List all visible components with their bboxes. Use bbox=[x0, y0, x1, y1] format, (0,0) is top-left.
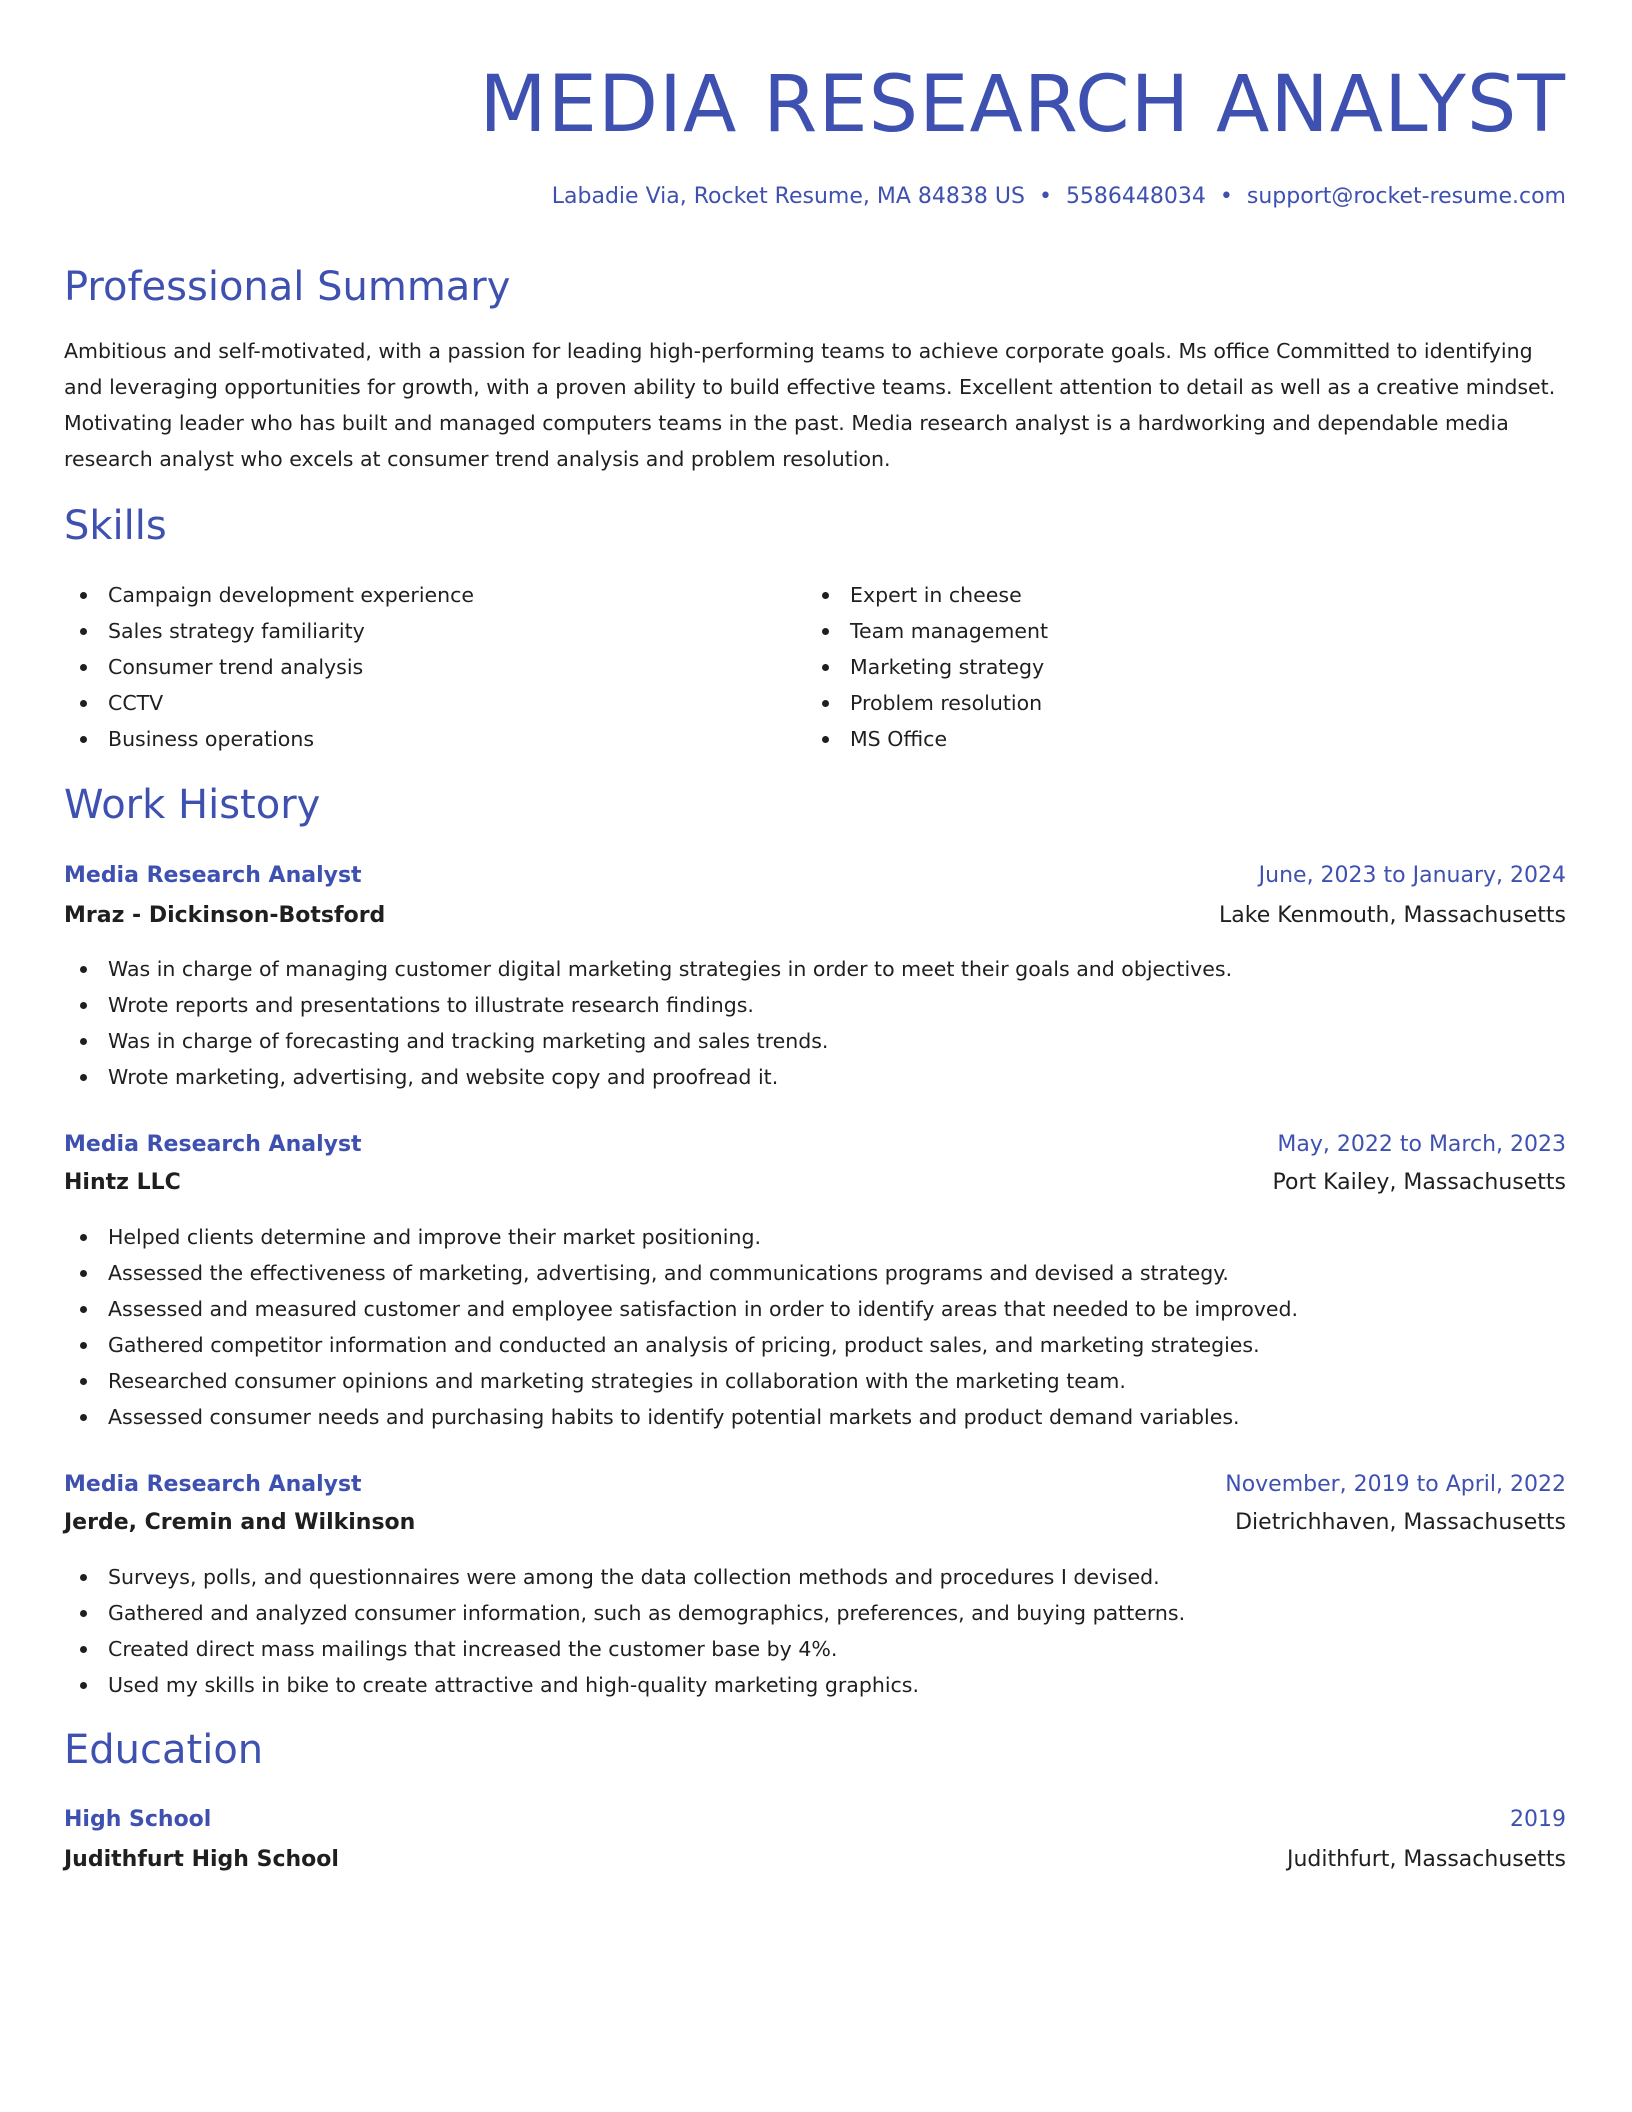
skills-heading: Skills bbox=[64, 503, 167, 549]
contact-separator: • bbox=[1038, 184, 1052, 209]
skills-column-left bbox=[64, 577, 474, 757]
job-bullet: Assessed and measured customer and employee satisfaction in order to identify areas that needed to be improved. bbox=[64, 1291, 1298, 1327]
job-bullet: Researched consumer opinions and marketing strategies in collaboration with the marketing team. bbox=[64, 1363, 1298, 1399]
skill-item: Team management bbox=[806, 613, 1048, 649]
work-history-heading: Work History bbox=[64, 782, 321, 828]
skill-item: Sales strategy familiarity bbox=[64, 613, 474, 649]
education-degree-row bbox=[64, 1801, 1566, 1839]
job-company-row bbox=[64, 1164, 1566, 1202]
skill-item: Campaign development experience bbox=[64, 577, 474, 613]
job-dates: May, 2022 to March, 2023 bbox=[1277, 1132, 1566, 1157]
summary-text: Ambitious and self-motivated, with a passion for leading high-performing teams to achieve corporate goals. Ms office Committed to identifying and leveraging opportunities for growth, with a proven ability to build effective teams. Excellent attention to detail as well as a creative mindset. Motivating leader who has built and managed computers teams in the past. Media research analyst is a hardworking and dependable media research analyst who excels at consumer trend analysis and problem resolution. bbox=[64, 339, 1556, 471]
job-location: Dietrichhaven, Massachusetts bbox=[1235, 1510, 1566, 1535]
job-bullet: Was in charge of forecasting and tracking marketing and sales trends. bbox=[64, 1023, 1232, 1059]
job-bullet: Created direct mass mailings that increased the customer base by 4%. bbox=[64, 1631, 1185, 1667]
skill-item: MS Office bbox=[806, 721, 1048, 757]
job-dates: November, 2019 to April, 2022 bbox=[1225, 1472, 1566, 1497]
job-bullet: Helped clients determine and improve their market positioning. bbox=[64, 1219, 1298, 1255]
job-bullets bbox=[64, 1219, 1298, 1435]
job-bullet: Assessed consumer needs and purchasing habits to identify potential markets and product demand variables. bbox=[64, 1399, 1298, 1435]
contact-separator: • bbox=[1219, 184, 1233, 209]
job-title: Media Research Analyst bbox=[64, 863, 362, 888]
education-year: 2019 bbox=[1510, 1807, 1566, 1832]
job-title-row bbox=[64, 1466, 1566, 1504]
skill-item: Problem resolution bbox=[806, 685, 1048, 721]
job-title-row bbox=[64, 1126, 1566, 1164]
skill-item: CCTV bbox=[64, 685, 474, 721]
skills-column-right bbox=[806, 577, 1048, 757]
job-dates: June, 2023 to January, 2024 bbox=[1258, 863, 1566, 888]
job-title: Media Research Analyst bbox=[64, 1472, 362, 1497]
job-bullet: Used my skills in bike to create attractive and high-quality marketing graphics. bbox=[64, 1667, 1185, 1703]
education-degree: High School bbox=[64, 1807, 212, 1832]
job-bullet: Gathered and analyzed consumer information, such as demographics, preferences, and buying patterns. bbox=[64, 1595, 1185, 1631]
job-bullets bbox=[64, 951, 1232, 1095]
job-bullet: Surveys, polls, and questionnaires were among the data collection methods and procedures I devised. bbox=[64, 1559, 1185, 1595]
job-company-row bbox=[64, 897, 1566, 935]
job-bullet: Was in charge of managing customer digital marketing strategies in order to meet their goals and objectives. bbox=[64, 951, 1232, 987]
education-heading: Education bbox=[64, 1727, 264, 1773]
education-location: Judithfurt, Massachusetts bbox=[1287, 1847, 1566, 1872]
skill-item: Marketing strategy bbox=[806, 649, 1048, 685]
job-company: Jerde, Cremin and Wilkinson bbox=[64, 1510, 416, 1535]
job-company-row bbox=[64, 1504, 1566, 1542]
education-school: Judithfurt High School bbox=[64, 1847, 339, 1872]
contact-address: Labadie Via, Rocket Resume, MA 84838 US bbox=[551, 184, 1025, 209]
summary-heading: Professional Summary bbox=[64, 264, 511, 310]
skill-item: Consumer trend analysis bbox=[64, 649, 474, 685]
job-title: Media Research Analyst bbox=[64, 1132, 362, 1157]
job-bullet: Gathered competitor information and conducted an analysis of pricing, product sales, and marketing strategies. bbox=[64, 1327, 1298, 1363]
resume-name-title: MEDIA RESEARCH ANALYST bbox=[479, 60, 1566, 150]
job-location: Port Kailey, Massachusetts bbox=[1272, 1170, 1566, 1195]
contact-phone: 5586448034 bbox=[1065, 184, 1206, 209]
job-location: Lake Kenmouth, Massachusetts bbox=[1219, 903, 1566, 928]
job-bullet: Wrote reports and presentations to illustrate research findings. bbox=[64, 987, 1232, 1023]
job-company: Mraz - Dickinson-Botsford bbox=[64, 903, 386, 928]
job-company: Hintz LLC bbox=[64, 1170, 181, 1195]
education-school-row bbox=[64, 1841, 1566, 1879]
job-bullet: Assessed the effectiveness of marketing, advertising, and communications programs and devised a strategy. bbox=[64, 1255, 1298, 1291]
job-bullets bbox=[64, 1559, 1185, 1703]
contact-line bbox=[552, 180, 1566, 214]
job-title-row bbox=[64, 857, 1566, 895]
job-bullet: Wrote marketing, advertising, and website copy and proofread it. bbox=[64, 1059, 1232, 1095]
skill-item: Expert in cheese bbox=[806, 577, 1048, 613]
skill-item: Business operations bbox=[64, 721, 474, 757]
contact-email[interactable]: support@rocket-resume.com bbox=[1246, 184, 1566, 209]
